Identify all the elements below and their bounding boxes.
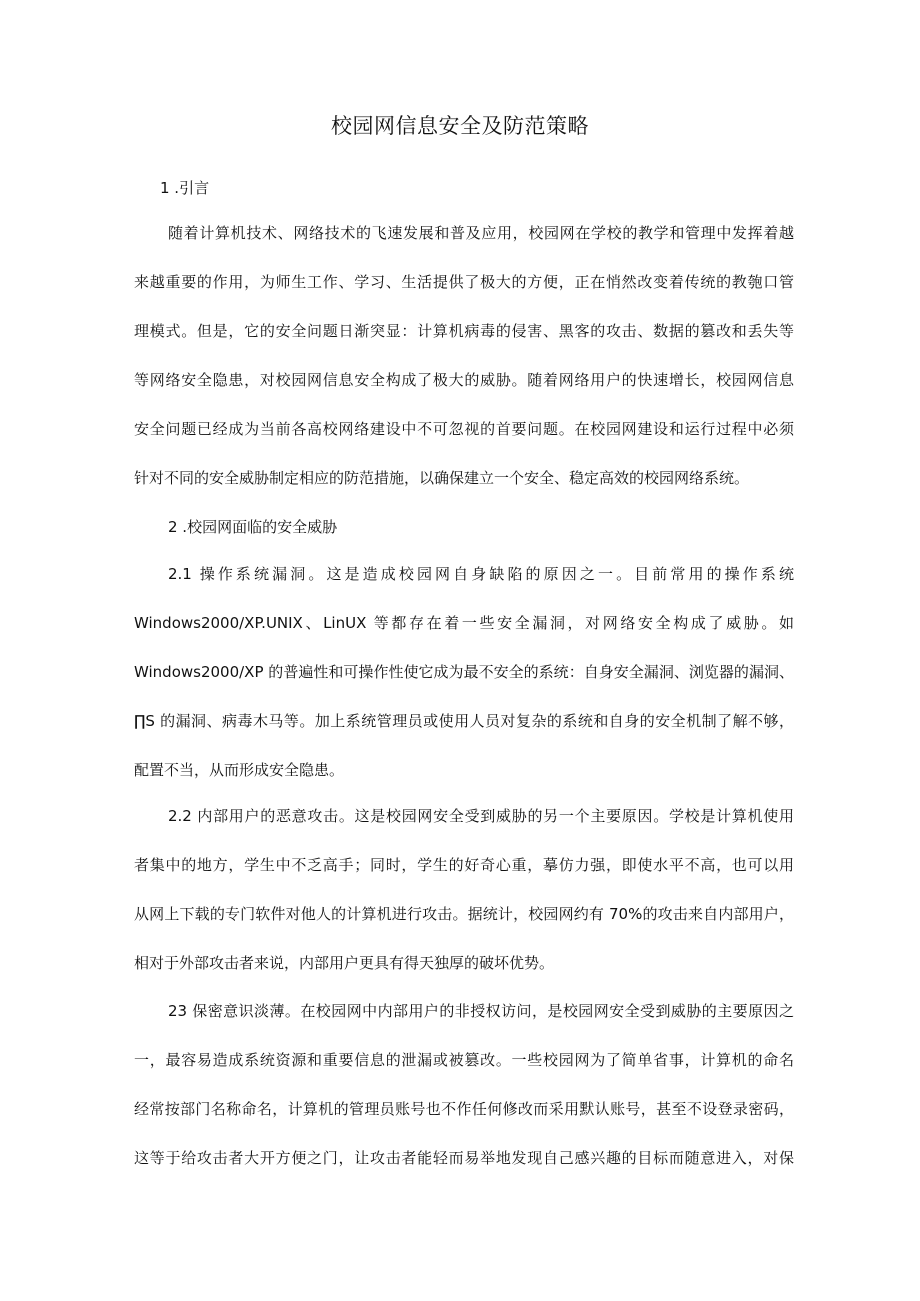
paragraph-line: 一，最容易造成系统资源和重要信息的泄漏或被篡改。一些校园网为了简单省事，计算机的命名 xyxy=(134,1051,794,1069)
paragraph-line: 来越重要的作用，为师生工作、学习、生活提供了极大的方便，正在悄然改变着传统的教匏口管 xyxy=(134,273,794,291)
paragraph-line: 理模式。但是，它的安全问题日渐突显：计算机病毒的侵害、黑客的攻击、数据的篡改和丢失等 xyxy=(134,322,794,340)
paragraph-line: 安全问题已经成为当前各高校网络建设中不可忽视的首要问题。在校园网建设和运行过程中必须 xyxy=(134,420,794,438)
paragraph-line: 者集中的地方，学生中不乏高手；同时，学生的好奇心重，摹仿力强，即使水平不高，也可以用 xyxy=(134,856,794,874)
section-heading-intro: 1 .引言 xyxy=(160,179,210,197)
paragraph-line: 经常按部门名称命名，计算机的管理员账号也不作任何修改而采用默认账号，甚至不设登录密码， xyxy=(134,1100,794,1118)
paragraph-line: 随着计算机技术、网络技术的飞速发展和普及应用，校园网在学校的教学和管理中发挥着越 xyxy=(168,224,794,242)
paragraph-line: 等网络安全隐患，对校园网信息安全构成了极大的威胁。随着网络用户的快速增长，校园网信息 xyxy=(134,371,794,389)
paragraph-line: Windows2000∕XP.UNIX、LinUX 等都存在着一些安全漏洞，对网络安全构成了威胁。如 xyxy=(134,614,794,632)
section-heading-threats: 2 .校园网面临的安全威胁 xyxy=(168,518,338,536)
paragraph-line: 相对于外部攻击者来说，内部用户更具有得天独厚的破坏优势。 xyxy=(134,954,555,972)
paragraph-line: ∏S 的漏洞、病毒木马等。加上系统管理员或使用人员对复杂的系统和自身的安全机制了解不够， xyxy=(134,712,794,730)
paragraph-line: 针对不同的安全威胁制定相应的防范措施，以确保建立一个安全、稳定高效的校园网络系统。 xyxy=(134,469,750,487)
document-title: 校园网信息安全及防范策略 xyxy=(331,114,589,138)
paragraph-line: 从网上下载的专门软件对他人的计算机进行攻击。据统计，校园网约有 70%的攻击来自内部用户， xyxy=(134,905,794,923)
paragraph-line: 这等于给攻击者大开方便之门，让攻击者能轻而易举地发现自己感兴趣的目标而随意进入，对保 xyxy=(134,1149,794,1167)
paragraph-line: Windows2000∕XP 的普遍性和可操作性使它成为最不安全的系统：自身安全漏洞、浏览器的漏洞、 xyxy=(134,663,794,681)
paragraph-line: 配置不当，从而形成安全隐患。 xyxy=(134,761,345,779)
paragraph-line: 23 保密意识淡薄。在校园网中内部用户的非授权访问，是校园网安全受到威胁的主要原因之 xyxy=(168,1002,794,1020)
paragraph-line: 2.2 内部用户的恶意攻击。这是校园网安全受到威胁的另一个主要原因。学校是计算机使用 xyxy=(168,807,794,825)
paragraph-line: 2.1 操作系统漏洞。这是造成校园网自身缺陷的原因之一。目前常用的操作系统 xyxy=(168,565,794,583)
